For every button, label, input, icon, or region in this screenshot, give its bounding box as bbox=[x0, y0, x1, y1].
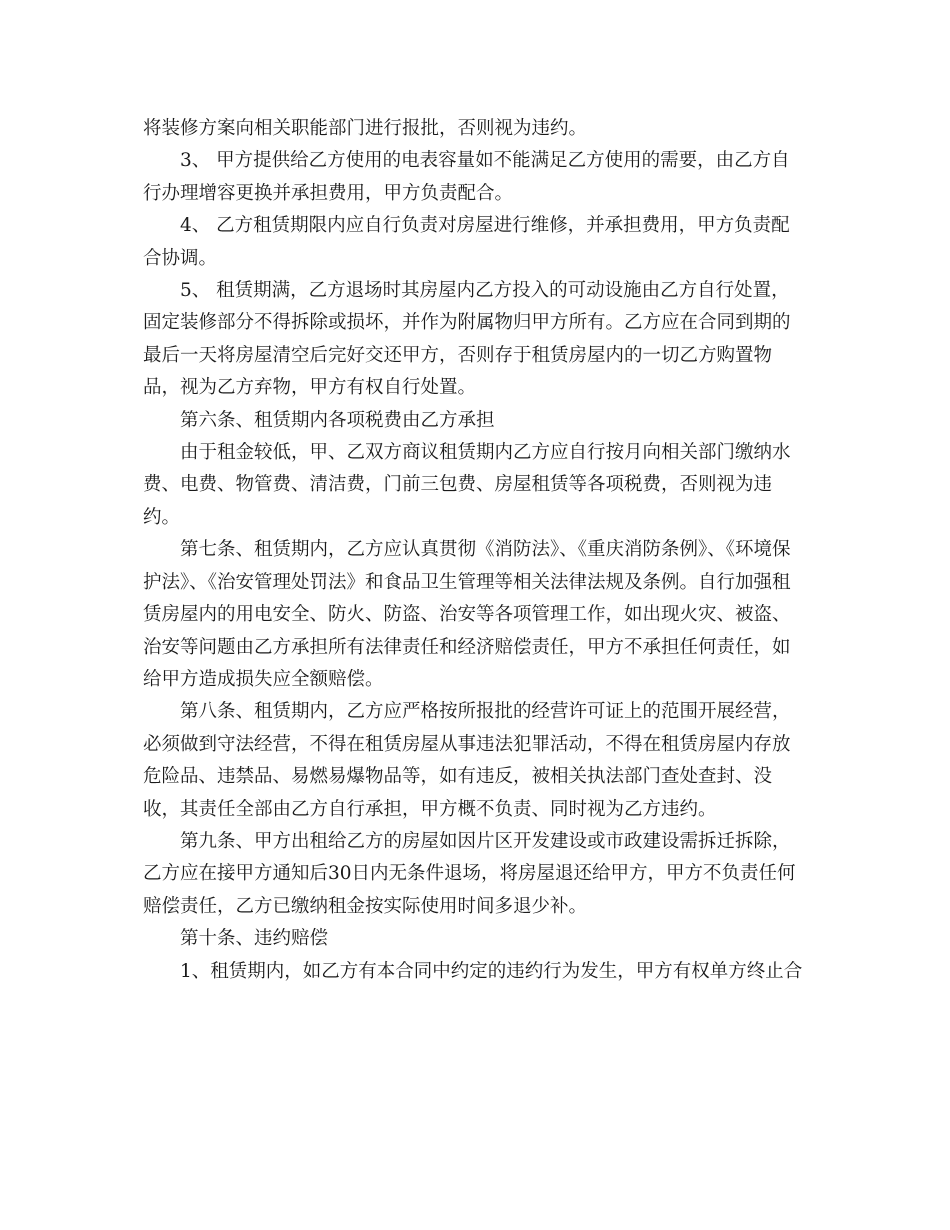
clause-item-3: 3、 甲方提供给乙方使用的电表容量如不能满足乙方使用的需要，由乙方自行办理增容更换并承担费用，甲方负责配合。 bbox=[143, 150, 790, 204]
document-body bbox=[143, 113, 803, 988]
article-10-heading: 第十条、违约赔偿 bbox=[180, 928, 329, 950]
article-9: 第九条、甲方出租给乙方的房屋如因片区开发建设或市政建设需拆迁拆除，乙方应在接甲方通知后30日内无条件退场，将房屋退还给甲方，甲方不负责任何赔偿责任，乙方已缴纳租金按实际使用时间多退少补。 bbox=[143, 830, 796, 917]
clause-item-5: 5、 租赁期满，乙方退场时其房屋内乙方投入的可动设施由乙方自行处置，固定装修部分不得拆除或损坏，并作为附属物归甲方所有。乙方应在合同到期的最后一天将房屋清空后完好交还甲方，否则存于租赁房屋内的一切乙方购置物品，视为乙方弃物，甲方有权自行处置。 bbox=[143, 280, 791, 399]
article-8: 第八条、租赁期内，乙方应严格按所报批的经营许可证上的范围开展经营，必须做到守法经营，不得在租赁房屋从事违法犯罪活动，不得在租赁房屋内存放危险品、违禁品、易燃易爆物品等，如有违反，被相关执法部门查处查封、没收，其责任全部由乙方自行承担，甲方概不负责、同时视为乙方违约。 bbox=[143, 701, 791, 820]
clause-item-4: 4、 乙方租赁期限内应自行负责对房屋进行维修，并承担费用，甲方负责配合协调。 bbox=[143, 215, 790, 269]
article-10-item-1: 1、租赁期内，如乙方有本合同中约定的违约行为发生，甲方有权单方终止合 bbox=[180, 960, 803, 982]
article-7: 第七条、租赁期内，乙方应认真贯彻《消防法》、《重庆消防条例》、《环境保护法》、《治安管理处罚法》和食品卫生管理等相关法律法规及条例。自行加强租赁房屋内的用电安全、防火、防盗、治安等各项管理工作，如出现火灾、被盗、治安等问题由乙方承担所有法律责任和经济赔偿责任，甲方不承担任何责任，如给甲方造成损失应全额赔偿。 bbox=[143, 539, 791, 690]
article-6-body: 由于租金较低，甲、乙双方商议租赁期内乙方应自行按月向相关部门缴纳水费、电费、物管费、清洁费，门前三包费、房屋租赁等各项税费，否则视为违约。 bbox=[143, 442, 791, 528]
article-6-heading: 第六条、租赁期内各项税费由乙方承担 bbox=[180, 409, 495, 431]
paragraph-continuation: 将装修方案向相关职能部门进行报批，否则视为违约。 bbox=[143, 118, 588, 139]
